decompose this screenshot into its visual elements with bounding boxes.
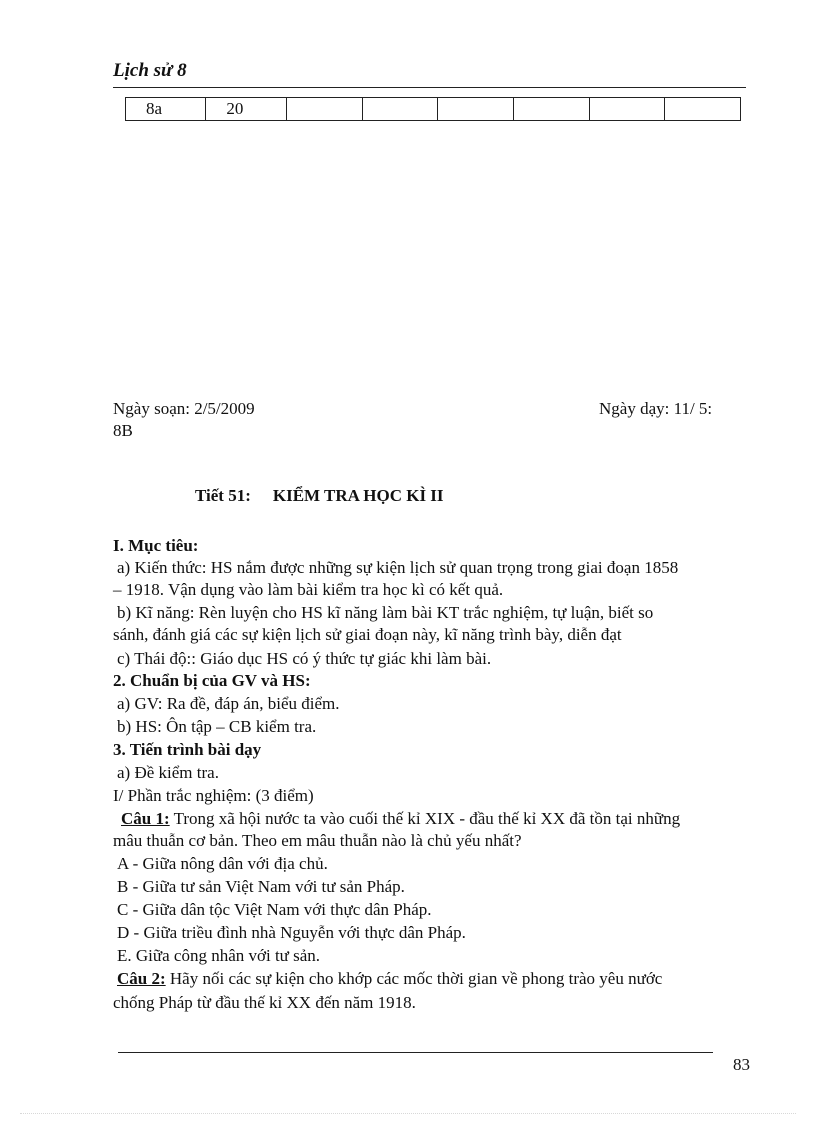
list-item: D - Giữa triều đình nhà Nguyễn với thực dân Pháp. [117,923,466,942]
prep-teacher: a) GV: Ra đề, đáp án, biểu điểm. [117,694,340,713]
list-item: A - Giữa nông dân với địa chủ. [117,854,328,873]
table-cell [665,98,741,121]
question1-label: Câu 1: [121,809,170,828]
class-label: 8B [113,421,133,440]
process-heading: 3. Tiến trình bài dạy [113,740,262,759]
skills-line-2: sánh, đánh giá các sự kiện lịch sử giai đoạn này, kĩ năng trình bày, diễn đạt [113,625,622,644]
table-row [126,98,741,121]
question1-line-2: mâu thuẫn cơ bản. Theo em mâu thuẫn nào là chủ yếu nhất? [113,831,522,850]
header-divider [113,87,746,88]
prep-heading: 2. Chuẩn bị của GV và HS: [113,671,311,690]
objectives-heading: I. Mục tiêu: [113,536,199,555]
lesson-title [195,486,444,506]
table-cell [362,98,438,121]
question2-line-2: chống Pháp từ đầu thế kỉ XX đến năm 1918. [113,993,416,1012]
page-number: 83 [733,1055,750,1074]
list-item: E. Giữa công nhân với tư sản. [117,946,321,965]
table-cell: 8a [126,98,206,121]
header-title: Lịch sử 8 [113,60,187,81]
lesson-name: KIỂM TRA HỌC KÌ II [272,486,444,505]
question2-line-1 [117,968,662,990]
page-edge-dots [20,1113,796,1114]
table-cell [438,98,514,121]
list-item: C - Giữa dân tộc Việt Nam với thực dân Pháp. [117,900,432,919]
part1-heading: I/ Phần trắc nghiệm: (3 điểm) [113,786,314,805]
date-prepared: Ngày soạn: 2/5/2009 [113,399,255,418]
question2-label: Câu 2: [117,969,166,988]
prep-student: b) HS: Ôn tập – CB kiểm tra. [117,717,317,736]
table-cell: 20 [206,98,287,121]
knowledge-text-2: – 1918. Vận dụng vào làm bài kiểm tra học kì có kết quả. [113,580,504,599]
date-taught: Ngày dạy: 11/ 5: [599,399,713,418]
question1-text: Trong xã hội nước ta vào cuối thế kỉ XIX - đầu thế kỉ XX đã tồn tại những [169,809,681,828]
grade-table [125,97,741,121]
table-cell [286,98,362,121]
question2-text: Hãy nối các sự kiện cho khớp các mốc thời gian về phong trào yêu nước [165,969,663,988]
knowledge-text: HS nắm được những sự kiện lịch sử quan trọng trong giai đoạn 1858 [206,558,679,577]
list-item: B - Giữa tư sản Việt Nam với tư sản Pháp. [117,877,405,896]
knowledge-line [117,557,678,579]
table-cell [589,98,665,121]
attitude-line: c) Thái độ:: Giáo dục HS có ý thức tự giác khi làm bài. [117,649,492,668]
exam-label: a) Đề kiểm tra. [117,763,219,782]
table-cell [513,98,589,121]
skills-line-1: b) Kĩ năng: Rèn luyện cho HS kĩ năng làm bài KT trắc nghiệm, tự luận, biết so [117,603,654,622]
knowledge-label: a) Kiến thức: [117,558,207,577]
footer-divider [118,1052,713,1053]
question1-line-1 [121,808,680,830]
lesson-period: Tiết 51: [195,486,251,505]
